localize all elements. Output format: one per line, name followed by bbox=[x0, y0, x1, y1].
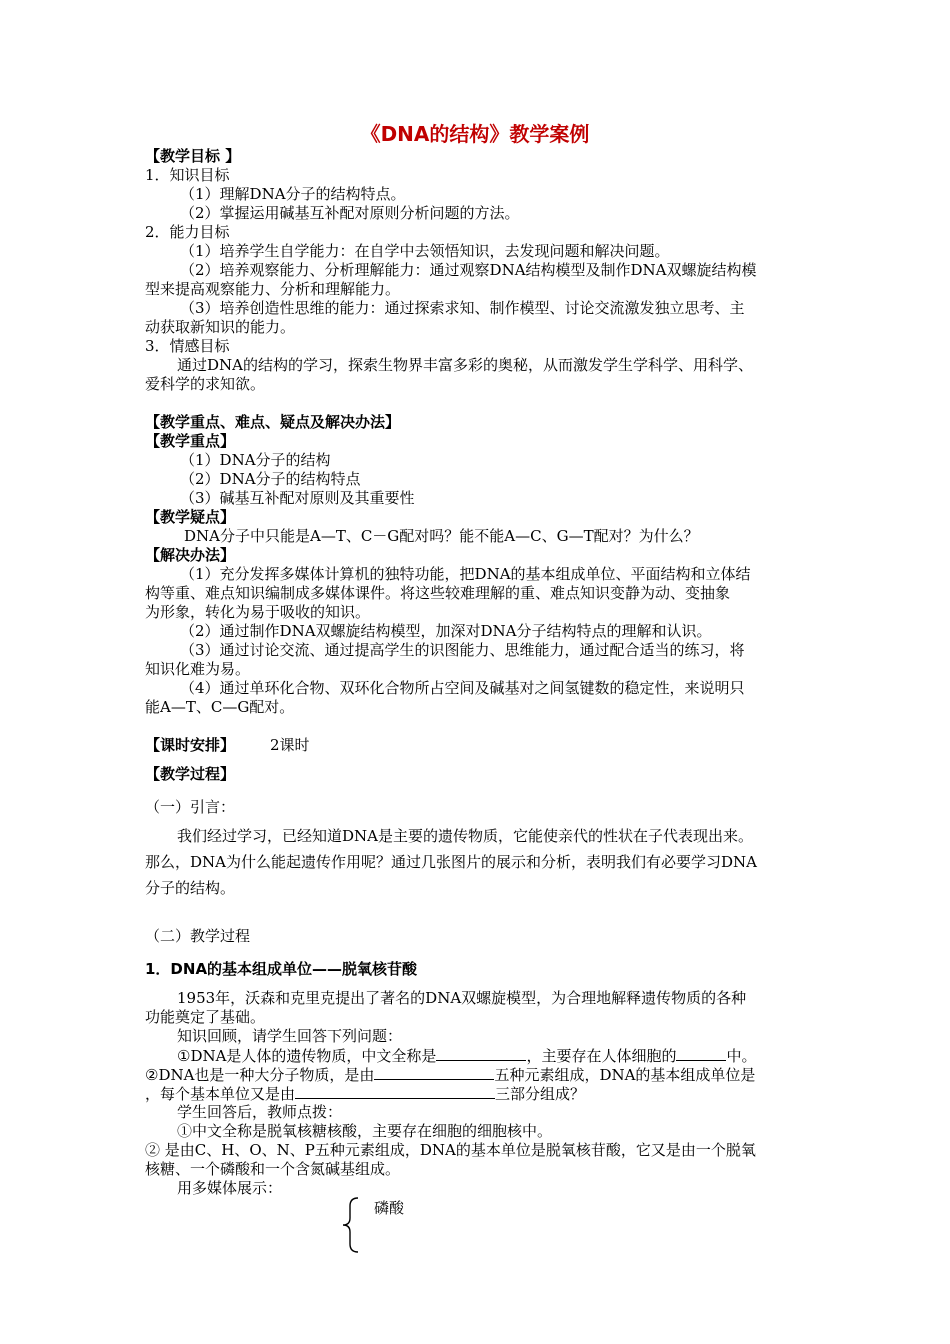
page-title: 《DNA的结构》教学案例 bbox=[360, 122, 590, 146]
ability-3a: （3）培养创造性思维的能力：通过探索求知、制作模型、讨论交流激发独立思考、主 bbox=[180, 299, 745, 317]
process-heading: 【教学过程】 bbox=[145, 765, 236, 783]
question-2-text-a: ②DNA也是一种大分子物质，是由 bbox=[145, 1066, 375, 1084]
question-2-text-b: 五种元素组成，DNA的基本组成单位是 bbox=[494, 1066, 756, 1084]
emotion-a: 通过DNA的结构的学习，探索生物界丰富多彩的奥秘，从而激发学生学科学、用科学、 bbox=[177, 356, 753, 374]
ability-1: （1）培养学生自学能力：在自学中去领悟知识，去发现问题和解决问题。 bbox=[180, 242, 670, 260]
question-1-text-b: ，主要存在人体细胞的 bbox=[526, 1047, 677, 1065]
media-label: 用多媒体展示： bbox=[177, 1179, 283, 1197]
question-1-text-c: 中。 bbox=[726, 1047, 757, 1065]
answer-1: ①中文全称是脱氧核糖核酸，主要存在细胞的细胞核中。 bbox=[177, 1122, 553, 1140]
doubt-text: DNA分子中只能是A—T、C－G配对吗？能不能A—C、G—T配对？为什么？ bbox=[184, 527, 699, 545]
brace-item-phosphate: 磷酸 bbox=[374, 1199, 405, 1217]
brace-icon bbox=[340, 1196, 362, 1254]
emotion-b: 爱科学的求知欲。 bbox=[145, 375, 266, 393]
question-1 bbox=[177, 1046, 756, 1066]
question-2-text-d: 三部分组成？ bbox=[495, 1085, 586, 1103]
answer-2a: ② 是由C、H、O、N、P五种元素组成，DNA的基本单位是脱氧核苷酸，它又是由一个脱氧 bbox=[145, 1141, 756, 1159]
schedule-value: 2课时 bbox=[270, 736, 310, 754]
keypoints-heading: 【教学重点、难点、疑点及解决办法】 bbox=[145, 413, 401, 431]
focus-3: （3）碱基互补配对原则及其重要性 bbox=[180, 489, 415, 507]
answer-blank-fullname[interactable] bbox=[436, 1046, 526, 1061]
intro-c: 分子的结构。 bbox=[145, 879, 236, 897]
review-prompt: 知识回顾，请学生回答下列问题： bbox=[177, 1027, 403, 1045]
solution-3a: （3）通过讨论交流、通过提高学生的识图能力、思维能力，通过配合适当的练习，将 bbox=[180, 641, 745, 659]
schedule-heading: 【课时安排】 bbox=[145, 736, 236, 754]
doubt-heading: 【教学疑点】 bbox=[145, 508, 236, 526]
intro-title: （一）引言： bbox=[145, 798, 236, 816]
knowledge-title: 1．知识目标 bbox=[145, 166, 230, 184]
knowledge-1: （1）理解DNA分子的结构特点。 bbox=[180, 185, 406, 203]
section1-a: 1953年，沃森和克里克提出了著名的DNA双螺旋模型，为合理地解释遗传物质的各种 bbox=[177, 989, 747, 1007]
focus-2: （2）DNA分子的结构特点 bbox=[180, 470, 361, 488]
focus-heading: 【教学重点】 bbox=[145, 432, 236, 450]
ability-3b: 动获取新知识的能力。 bbox=[145, 318, 296, 336]
ability-2a: （2）培养观察能力、分析理解能力：通过观察DNA结构模型及制作DNA双螺旋结构模 bbox=[180, 261, 757, 279]
solution-4a: （4）通过单环化合物、双环化合物所占空间及碱基对之间氢键数的稳定性，来说明只 bbox=[180, 679, 745, 697]
solution-1c: 为形象，转化为易于吸收的知识。 bbox=[145, 603, 371, 621]
solution-4b: 能A—T、C—G配对。 bbox=[145, 698, 295, 716]
section1-title: 1．DNA的基本组成单位——脱氧核苷酸 bbox=[145, 960, 418, 978]
intro-b: 那么，DNA为什么能起遗传作用呢？通过几张图片的展示和分析，表明我们有必要学习DNA bbox=[145, 853, 757, 871]
emotion-title: 3．情感目标 bbox=[145, 337, 230, 355]
focus-1: （1）DNA分子的结构 bbox=[180, 451, 331, 469]
knowledge-2: （2）掌握运用碱基互补配对原则分析问题的方法。 bbox=[180, 204, 520, 222]
question-2-cont bbox=[145, 1084, 585, 1104]
solution-2: （2）通过制作DNA双螺旋结构模型，加深对DNA分子结构特点的理解和认识。 bbox=[180, 622, 712, 640]
ability-2b: 型来提高观察能力、分析和理解能力。 bbox=[145, 280, 401, 298]
question-1-text-a: ①DNA是人体的遗传物质，中文全称是 bbox=[177, 1047, 437, 1065]
solution-heading: 【解决办法】 bbox=[145, 546, 236, 564]
ability-title: 2．能力目标 bbox=[145, 223, 230, 241]
answer-blank-elements[interactable] bbox=[374, 1065, 494, 1080]
intro-a: 我们经过学习，已经知道DNA是主要的遗传物质，它能使亲代的性状在子代表现出来。 bbox=[177, 827, 753, 845]
solution-1b: 构等重、难点知识编制成多媒体课件。将这些较难理解的重、难点知识变静为动、变抽象 bbox=[145, 584, 731, 602]
objectives-heading: 【教学目标 】 bbox=[145, 147, 241, 165]
part2-title: （二）教学过程 bbox=[145, 927, 251, 945]
solution-1a: （1）充分发挥多媒体计算机的独特功能，把DNA的基本组成单位、平面结构和立体结 bbox=[180, 565, 751, 583]
answer-blank-location[interactable] bbox=[676, 1046, 726, 1061]
question-2-text-c: ，每个基本单位又是由 bbox=[145, 1085, 296, 1103]
section1-b: 功能奠定了基础。 bbox=[145, 1008, 266, 1026]
after-answer: 学生回答后，教师点拨： bbox=[177, 1103, 343, 1121]
answer-2b: 核糖、一个磷酸和一个含氮碱基组成。 bbox=[145, 1160, 401, 1178]
question-2 bbox=[145, 1065, 755, 1085]
solution-3b: 知识化难为易。 bbox=[145, 660, 251, 678]
answer-blank-parts[interactable] bbox=[295, 1084, 495, 1099]
